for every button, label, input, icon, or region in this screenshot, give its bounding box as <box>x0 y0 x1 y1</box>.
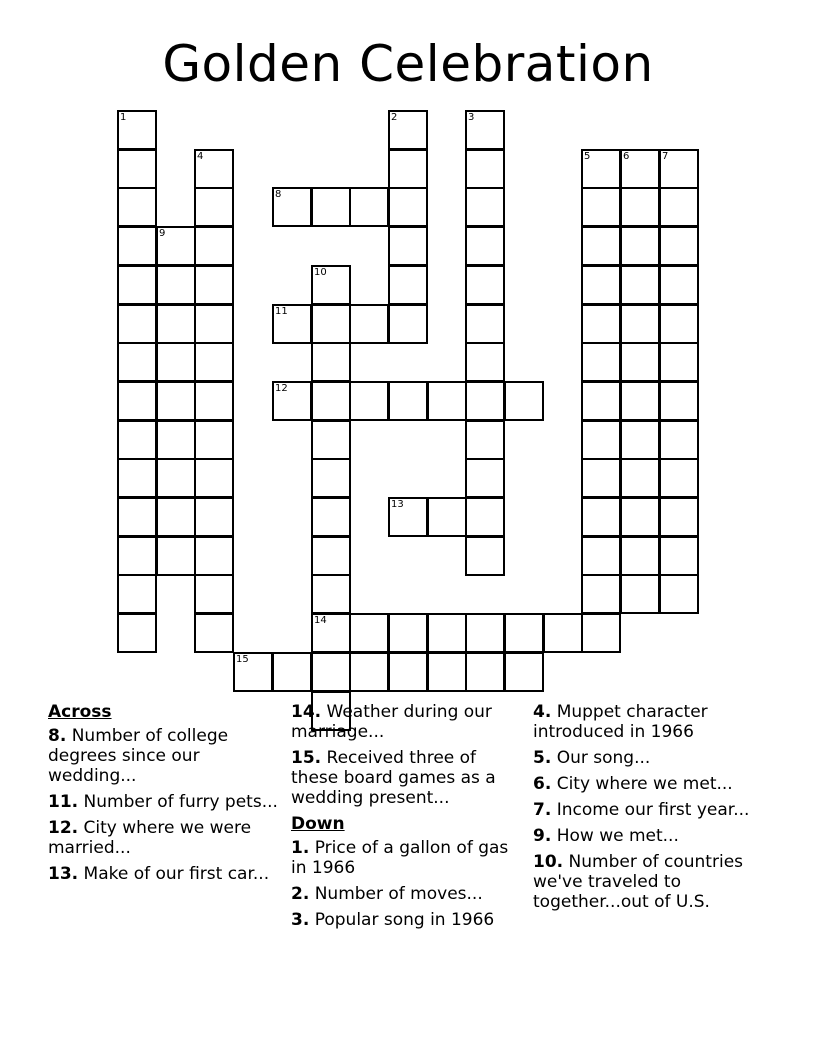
grid-cell[interactable] <box>504 652 544 692</box>
grid-cell[interactable] <box>156 420 196 460</box>
clue-number: 2 <box>391 112 398 123</box>
grid-cell[interactable] <box>620 420 660 460</box>
grid-cell[interactable] <box>465 381 505 421</box>
clue-down-3: 3. Popular song in 1966 <box>291 910 495 930</box>
grid-cell[interactable] <box>581 536 621 576</box>
clue-number: 6 <box>623 151 630 162</box>
grid-cell[interactable] <box>388 265 428 305</box>
clue-across-14: 14. Weather during our marriage... <box>291 702 492 742</box>
grid-cell[interactable] <box>659 497 699 537</box>
grid-cell[interactable] <box>349 187 389 227</box>
grid-cell[interactable] <box>117 304 157 344</box>
grid-cell[interactable] <box>581 574 621 614</box>
grid-cell[interactable] <box>620 265 660 305</box>
grid-cell[interactable] <box>194 497 234 537</box>
grid-cell[interactable] <box>465 420 505 460</box>
grid-cell[interactable] <box>465 265 505 305</box>
clue-across-8: 8. Number of college degrees since our wedding... <box>48 726 229 786</box>
grid-cell[interactable] <box>117 574 157 614</box>
grid-cell[interactable] <box>156 265 196 305</box>
grid-cell[interactable] <box>311 613 351 653</box>
grid-cell[interactable] <box>659 265 699 305</box>
grid-cell[interactable] <box>156 304 196 344</box>
grid-cell[interactable] <box>194 458 234 498</box>
grid-cell[interactable] <box>427 652 467 692</box>
grid-cell[interactable] <box>620 574 660 614</box>
clue-number: 14 <box>314 615 327 626</box>
grid-cell[interactable] <box>388 613 428 653</box>
grid-cell[interactable] <box>349 304 389 344</box>
across-heading: Across <box>48 702 112 722</box>
grid-cell[interactable] <box>194 265 234 305</box>
clue-down-9: 9. How we met... <box>533 826 679 846</box>
grid-cell[interactable] <box>388 497 428 537</box>
grid-cell[interactable] <box>581 497 621 537</box>
grid-cell[interactable] <box>272 304 312 344</box>
grid-cell[interactable] <box>311 652 351 692</box>
grid-cell[interactable] <box>620 342 660 382</box>
clue-number: 12 <box>275 383 288 394</box>
grid-cell[interactable] <box>620 226 660 266</box>
grid-cell[interactable] <box>504 381 544 421</box>
clue-number: 4 <box>197 151 204 162</box>
grid-cell[interactable] <box>659 226 699 266</box>
clue-down-5: 5. Our song... <box>533 748 651 768</box>
grid-cell[interactable] <box>311 458 351 498</box>
grid-cell[interactable] <box>465 226 505 266</box>
grid-cell[interactable] <box>465 458 505 498</box>
grid-cell[interactable] <box>311 420 351 460</box>
grid-cell[interactable] <box>311 342 351 382</box>
grid-cell[interactable] <box>465 536 505 576</box>
grid-cell[interactable] <box>659 420 699 460</box>
grid-cell[interactable] <box>311 536 351 576</box>
grid-cell[interactable] <box>156 497 196 537</box>
clue-across-11: 11. Number of furry pets... <box>48 792 278 812</box>
grid-cell[interactable] <box>311 574 351 614</box>
grid-cell[interactable] <box>620 187 660 227</box>
clue-across-13: 13. Make of our first car... <box>48 864 270 884</box>
grid-cell[interactable] <box>620 536 660 576</box>
grid-cell[interactable] <box>117 110 157 150</box>
grid-cell[interactable] <box>117 187 157 227</box>
grid-cell[interactable] <box>388 652 428 692</box>
grid-cell[interactable] <box>117 420 157 460</box>
grid-cell[interactable] <box>581 381 621 421</box>
grid-cell[interactable] <box>156 458 196 498</box>
grid-cell[interactable] <box>659 342 699 382</box>
grid-cell[interactable] <box>272 381 312 421</box>
grid-cell[interactable] <box>194 574 234 614</box>
grid-cell[interactable] <box>465 342 505 382</box>
clue-down-4: 4. Muppet character introduced in 1966 <box>533 702 708 742</box>
grid-cell[interactable] <box>388 381 428 421</box>
clues-column-1 <box>48 702 284 890</box>
grid-cell[interactable] <box>349 652 389 692</box>
grid-cell[interactable] <box>427 381 467 421</box>
grid-cell[interactable] <box>620 458 660 498</box>
grid-cell[interactable] <box>194 613 234 653</box>
grid-cell[interactable] <box>156 381 196 421</box>
grid-cell[interactable] <box>620 149 660 189</box>
grid-cell[interactable] <box>272 187 312 227</box>
grid-cell[interactable] <box>272 652 312 692</box>
clue-number: 3 <box>468 112 475 123</box>
grid-cell[interactable] <box>194 187 234 227</box>
clue-across-15: 15. Received three of these board games as a wedding present... <box>291 748 496 808</box>
grid-cell[interactable] <box>465 497 505 537</box>
clue-across-12: 12. City where we were married... <box>48 818 252 858</box>
clue-number: 7 <box>662 151 669 162</box>
grid-cell[interactable] <box>194 304 234 344</box>
grid-cell[interactable] <box>620 497 660 537</box>
grid-cell[interactable] <box>311 304 351 344</box>
grid-cell[interactable] <box>311 265 351 305</box>
clue-number: 10 <box>314 267 327 278</box>
grid-cell[interactable] <box>659 304 699 344</box>
grid-cell[interactable] <box>465 652 505 692</box>
clue-number: 9 <box>159 228 166 239</box>
clue-down-7: 7. Income our first year... <box>533 800 750 820</box>
clue-down-1: 1. Price of a gallon of gas in 1966 <box>291 838 509 878</box>
grid-cell[interactable] <box>465 304 505 344</box>
clue-down-6: 6. City where we met... <box>533 774 733 794</box>
grid-cell[interactable] <box>194 381 234 421</box>
grid-cell[interactable] <box>504 613 544 653</box>
clue-number: 11 <box>275 306 288 317</box>
grid-cell[interactable] <box>581 265 621 305</box>
grid-cell[interactable] <box>194 342 234 382</box>
grid-cell[interactable] <box>311 497 351 537</box>
down-heading: Down <box>291 814 345 834</box>
grid-cell[interactable] <box>156 536 196 576</box>
grid-cell[interactable] <box>117 342 157 382</box>
grid-cell[interactable] <box>659 536 699 576</box>
clue-number: 15 <box>236 654 249 665</box>
grid-cell[interactable] <box>388 304 428 344</box>
grid-cell[interactable] <box>620 381 660 421</box>
grid-cell[interactable] <box>465 187 505 227</box>
clue-number: 1 <box>120 112 127 123</box>
grid-cell[interactable] <box>117 226 157 266</box>
grid-cell[interactable] <box>194 149 234 189</box>
grid-cell[interactable] <box>581 304 621 344</box>
grid-cell[interactable] <box>156 342 196 382</box>
clues-column-2 <box>291 702 527 936</box>
grid-cell[interactable] <box>349 381 389 421</box>
grid-cell[interactable] <box>581 458 621 498</box>
grid-cell[interactable] <box>581 187 621 227</box>
grid-cell[interactable] <box>117 536 157 576</box>
grid-cell[interactable] <box>581 226 621 266</box>
grid-cell[interactable] <box>427 497 467 537</box>
grid-cell[interactable] <box>194 420 234 460</box>
grid-cell[interactable] <box>427 613 467 653</box>
grid-cell[interactable] <box>388 187 428 227</box>
grid-cell[interactable] <box>659 458 699 498</box>
grid-cell[interactable] <box>117 265 157 305</box>
grid-cell[interactable] <box>543 613 583 653</box>
grid-cell[interactable] <box>194 536 234 576</box>
grid-cell[interactable] <box>156 226 196 266</box>
grid-cell[interactable] <box>388 149 428 189</box>
puzzle-title: Golden Celebration <box>162 35 654 93</box>
grid-cell[interactable] <box>117 149 157 189</box>
grid-cell[interactable] <box>233 652 273 692</box>
clues-column-3 <box>533 702 769 918</box>
grid-cell[interactable] <box>620 304 660 344</box>
grid-cell[interactable] <box>659 381 699 421</box>
grid-cell[interactable] <box>117 458 157 498</box>
grid-cell[interactable] <box>117 381 157 421</box>
clue-down-2: 2. Number of moves... <box>291 884 483 904</box>
grid-cell[interactable] <box>659 574 699 614</box>
grid-cell[interactable] <box>194 226 234 266</box>
grid-cell[interactable] <box>388 110 428 150</box>
grid-cell[interactable] <box>465 149 505 189</box>
grid-cell[interactable] <box>465 110 505 150</box>
grid-cell[interactable] <box>117 497 157 537</box>
grid-cell[interactable] <box>581 149 621 189</box>
grid-cell[interactable] <box>581 420 621 460</box>
clue-number: 5 <box>584 151 591 162</box>
grid-cell[interactable] <box>349 613 389 653</box>
clue-number: 13 <box>391 499 404 510</box>
grid-cell[interactable] <box>659 149 699 189</box>
clue-number: 8 <box>275 189 282 200</box>
grid-cell[interactable] <box>465 613 505 653</box>
grid-cell[interactable] <box>581 613 621 653</box>
grid-cell[interactable] <box>117 613 157 653</box>
clue-down-10: 10. Number of countries we've traveled to together...out of U.S. <box>533 852 744 912</box>
grid-cell[interactable] <box>388 226 428 266</box>
grid-cell[interactable] <box>311 381 351 421</box>
grid-cell[interactable] <box>659 187 699 227</box>
grid-cell[interactable] <box>311 187 351 227</box>
grid-cell[interactable] <box>581 342 621 382</box>
